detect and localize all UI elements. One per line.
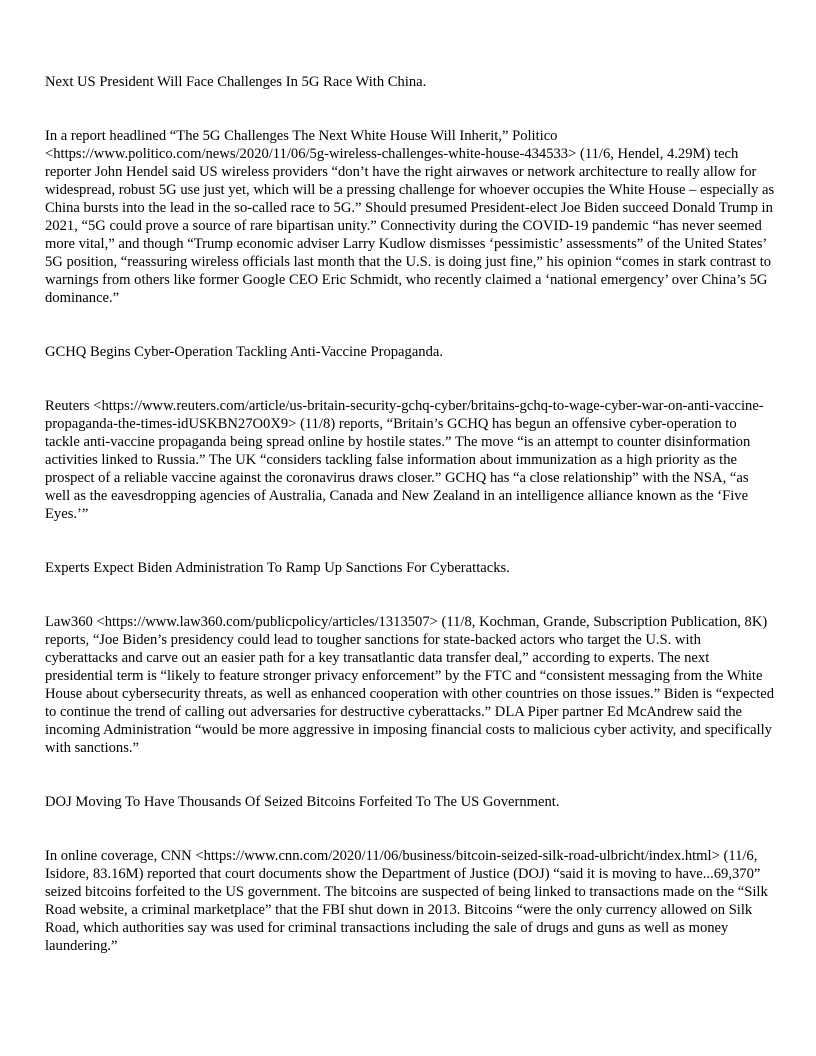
article-body: In online coverage, CNN <https://www.cnn.com/2020/11/06/business/bitcoin-seized-silk-road-ulbricht/index.html> (11/6, Isidore, 83.16M) reported that court documents show the Department of Justice (DOJ) “said it is moving to have...69,370” seized bitcoins forfeited to the US government. The bitcoins are suspected of being linked to transactions made on the “Silk Road website, a criminal marketplace” that the FBI shut down in 2013. Bitcoins “were the only currency allowed on Silk Road, which authorities say was used for criminal transactions including the sale of drugs and guns as well as money laundering.” xyxy=(45,848,768,954)
article-body: In a report headlined “The 5G Challenges The Next White House Will Inherit,” Politico <https://www.politico.com/news/2020/11/06/5g-wireless-challenges-white-house-434533> (11/6, Hendel, 4.29M) tech reporter John Hendel said US wireless providers “don’t have the right airwaves or network architecture to really allow for widespread, robust 5G use just yet, which will be a pressing challenge for whoever occupies the White House – especially as China bursts into the lead in the so-called race to 5G.” Should presumed President-elect Joe Biden succeed Donald Trump in 2021, “5G could prove a source of rare bipartisan unity.” Connectivity during the COVID-19 pandemic “has never seemed more vital,” and though “Trump economic adviser Larry Kudlow dismisses ‘pessimistic’ assessments” of the United States’ 5G position, “reassuring wireless officials last month that the U.S. is doing just fine,” his opinion “comes in stark contrast to warnings from others like former Google CEO Eric Schmidt, who recently claimed a ‘national emergency’ over China’s 5G dominance.” xyxy=(45,128,775,306)
article-headline: GCHQ Begins Cyber-Operation Tackling Anti-Vaccine Propaganda. xyxy=(45,344,444,360)
article-headline: Next US President Will Face Challenges In 5G Race With China. xyxy=(45,74,427,90)
article-body: Law360 <https://www.law360.com/publicpolicy/articles/1313507> (11/8, Kochman, Grande, Subscription Publication, 8K) reports, “Joe Biden’s presidency could lead to tougher sanctions for state-backed actors who target the U.S. with cyberattacks and carve out an easier path for a key transatlantic data transfer deal,” according to experts. The next presidential term is “likely to feature stronger privacy enforcement” by the FTC and “consistent messaging from the White House about cybersecurity threats, as well as enhanced cooperation with other countries on those issues.” Biden is “expected to continue the trend of calling out adversaries for destructive cyberattacks.” DLA Piper partner Ed McAndrew said the incoming Administration “would be more aggressive in imposing financial costs to malicious cyber activity, and specifically with sanctions.” xyxy=(45,614,775,756)
article-biden-sanctions xyxy=(45,559,775,757)
article-body: Reuters <https://www.reuters.com/article/us-britain-security-gchq-cyber/britains-gchq-to-wage-cyber-war-on-anti-vaccine-propaganda-the-times-idUSKBN27O0X9> (11/8) reports, “Britain’s GCHQ has begun an offensive cyber-operation to tackle anti-vaccine propaganda being spread online by hostile states.” The move “is an attempt to counter disinformation activities linked to Russia.” The UK “considers tackling false information about immunization as a high priority as the prospect of a reliable vaccine against the coronavirus draws closer.” GCHQ has “a close relationship” with the NSA, “as well as the eavesdropping agencies of Australia, Canada and New Zealand in an intelligence alliance known as the ‘Five Eyes.’” xyxy=(45,398,764,522)
article-headline: Experts Expect Biden Administration To Ramp Up Sanctions For Cyberattacks. xyxy=(45,560,510,576)
article-5g-race xyxy=(45,73,775,307)
article-doj-bitcoins xyxy=(45,793,775,955)
article-gchq xyxy=(45,343,775,523)
document-page xyxy=(45,73,775,991)
article-headline: DOJ Moving To Have Thousands Of Seized Bitcoins Forfeited To The US Government. xyxy=(45,794,560,810)
